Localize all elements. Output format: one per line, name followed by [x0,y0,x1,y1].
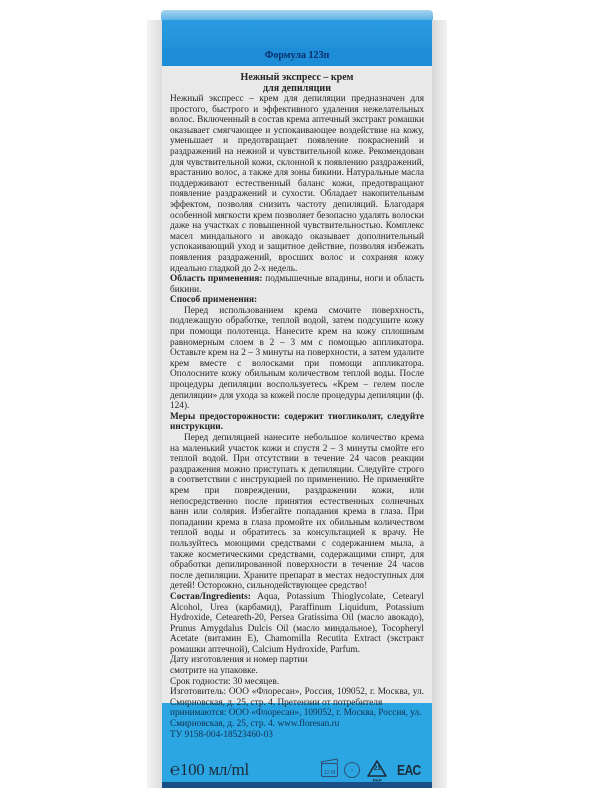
box-bottom-edge [162,782,432,788]
usage-label: Способ применения: [170,295,258,306]
batch-info-line-1: Дату изготовления и номер партии [170,655,308,666]
claims-info: принимаются: ООО «Флоресан», 109052, г. Москва, Россия, ул. Смирновская, д. 25, стр. 4. www.floresan.ru [170,708,422,730]
footer-row [170,758,424,782]
formula-label: Формула 123п [264,50,330,61]
box-right-side [432,20,447,788]
box-left-side [147,20,162,788]
eac-mark-icon: ЕАС [397,761,422,779]
label-text [170,72,424,740]
application-area-text: подмышечные впадины, ноги и область бикини. [170,274,424,295]
batch-info-line-2: смотрите на упаковке. [170,666,258,677]
ingredients-label: Состав/Ingredients: [170,591,251,602]
application-area-label: Область применения: [170,274,263,285]
pao-label: 12 M [324,770,336,776]
volume-label: ℮100 мл/ml [170,760,249,779]
product-description: Нежный экспресс – крем для депиляции предназначен для простого, быстрого и эффективного удаления нежелательных волос. Включенный в состав крема аптечный экстракт ромашки оказывает смягчающее и успокаивающее воздействие на кожу, уменьшает и предотвращает появление покраснений и раздражений на нежной и чувствительной коже. Рекомендован для чувствительной кожи, склонной к появлению раздражений, врастанию волос, а также для зоны бикини. Натуральные масла поддерживают естественный баланс кожи, предотвращают появление раздражений и сухости. Обладает накопительным эффектом, позволяя снизить частоту депиляций. Благодаря особенной мягкости крем позволяет безопасно удалять волоски даже на участках с повышенной чувствительностью. Комплекс масел миндального и авокадо оказывает дополнительный успокаивающий уход и защитное действие, позволяя избежать появления раздражений, вросших волос и сохраняя кожу идеально гладкой до 2-х недель. [170,94,424,274]
shelf-life: Срок годности: 30 месяцев. [170,676,280,687]
box-top-flap [161,10,433,20]
pao-jar-icon [321,763,338,777]
tu-number: ТУ 9158-004-18523460-03 [170,729,273,740]
box-back-face [162,20,432,788]
manufacturer-info: Изготовитель: ООО «Флоресан», Россия, 109052, г. Москва, ул. Смирновская, д. 25, стр. 4. Претензии от потребителя [170,687,424,708]
precautions-label: Меры предосторожности: содержит тиогликолят, следуйте инструкции. [170,411,424,433]
skin-care-icon: ◦ [344,762,360,778]
usage-text: Перед использованием крема смочите поверхность, подлежащую обработке, теплой водой, затем подсушите кожу при помощи полотенца. Нанесите крем на кожу сплошным равномерным слоем в 2 – 3 мм с помощью аппликатора. Оставьте крем на 2 – 3 минуты на поверхности, а затем удалите крем вместе с волосками при помощи аппликатора. Ополосните кожу обильным количеством теплой воды. После процедуры депиляции воспользуетесь «Крем – гелем после депиляции» для ухода за кожей после процедуры депиляции (ф. 124). [170,305,424,412]
recycle-number: 21 [373,766,381,772]
product-title-line-2: для депиляции [263,83,331,94]
product-box [147,10,447,792]
precautions-text: Перед депиляцией нанесите небольшое количество крема на маленький участок кожи и спустя 2 – 3 минуты смойте его теплой водой. При отсутствии в течение 24 часов реакции раздражения можно приступать к депиляции. Следуйте строго в соответствии с инструкцией по применению. Не применяйте крем при повреждении, раздражении кожи, или непосредственно после принятия естественных солнечных ванн или солярия. Избегайте попадания крема в глаза. При попадании крема в глаза промойте их обильным количеством теплой воды и обратитесь за консультацией к врачу. Не пользуйтесь моющими средствами с содержанием мыла, а также косметическими средствами, содержащими спирт, для обработки депилированной поверхности в течение 24 часов после депиляции. Храните препарат в местах недоступных для детей! Осторожно, сильнодействующее средство! [170,433,424,592]
recycle-icon [366,759,388,781]
recycle-label: PAP [372,778,382,783]
ingredients [170,592,424,656]
application-area [170,274,424,295]
certification-icons [321,759,424,781]
product-title-line-1: Нежный экспресс – крем [240,72,354,83]
ingredients-text: Aqua, Potassium Thioglycolate, Cetearyl Alcohol, Urea (карбамид), Paraffinum Liquidum, Potassium Hydroxide, Ceteareth-20, Persea Gratissima Oil (масло авокадо), Prunus Amygdalus Dulcis Oil (масло миндальное), Tocopheryl Acetate (витамин Е), Chamomilla Recutita Extract (экстракт ромашки аптечной), Calcium Hydroxide, Parfum. [170,591,424,655]
